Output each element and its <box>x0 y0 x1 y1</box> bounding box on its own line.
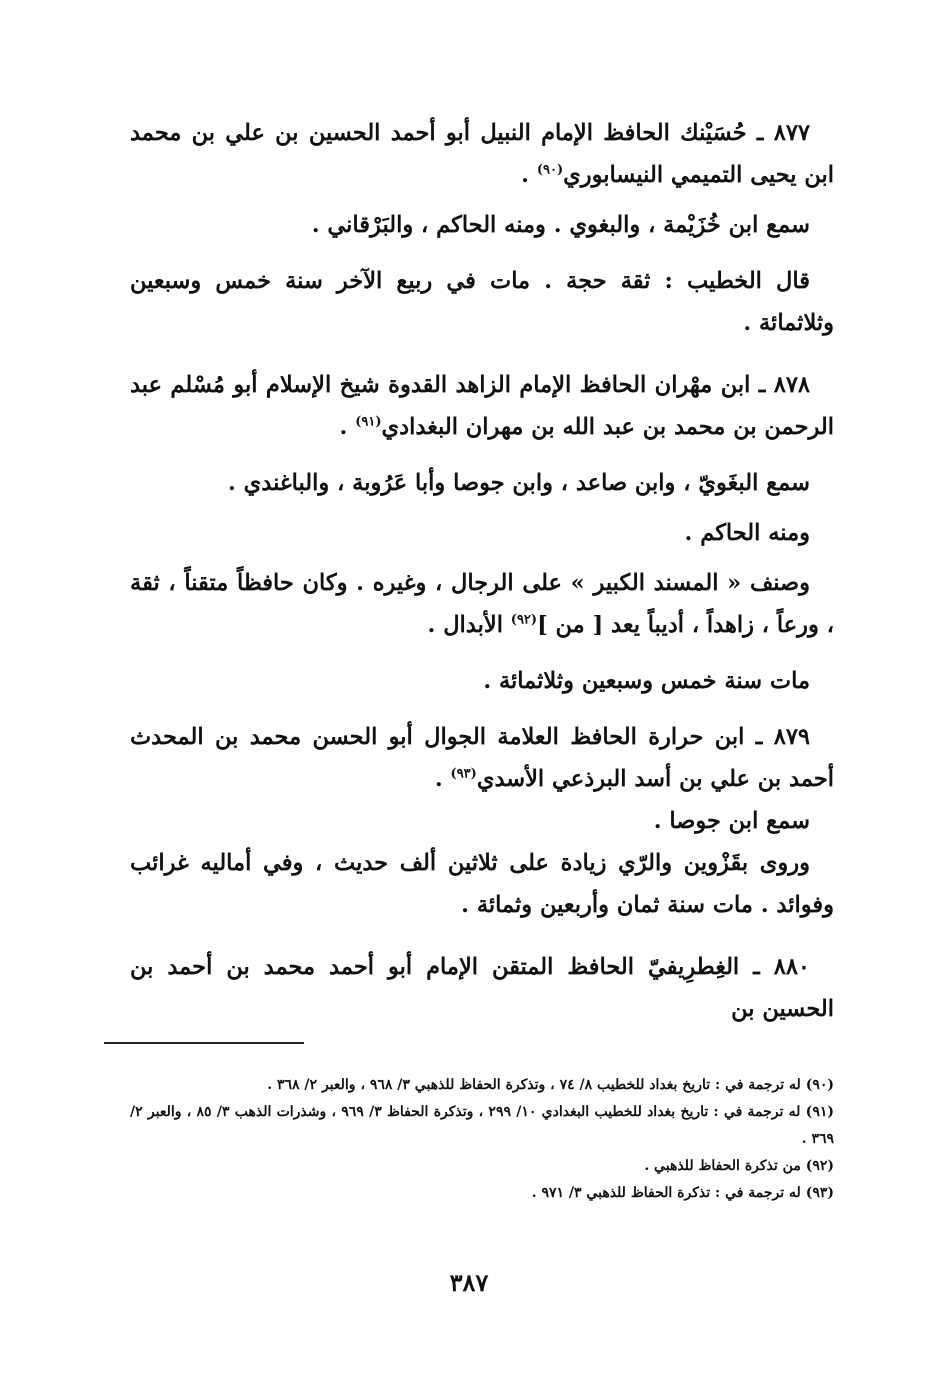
page-number: ٣٨٧ <box>449 1268 489 1297</box>
entry-text: ٨٧٨ ـ ابن مهْران الحافظ الإمام الزاهد القدوة شيخ الإسلام أبو مُسْلم عبد الرحمن بن محمد بن عبد الله بن مهران البغدادي <box>130 372 834 440</box>
entry-877-verdict: قال الخطيب : ثقة حجة . مات في ربيع الآخر سنة خمس وسبعين وثلاثمائة . <box>130 268 834 336</box>
entry-879-heading <box>130 716 834 800</box>
entry-text: ٨٧٧ ـ حُسَيْنك الحافظ الإمام النبيل أبو أحمد الحسين بن علي بن محمد ابن يحيى التميمي النيسابوري <box>130 120 834 188</box>
entry-text-tail: . <box>521 162 537 188</box>
entry-879-hearing: سمع ابن جوصا . <box>653 808 810 834</box>
entry-878-death: مات سنة خمس وسبعين وثلاثمائة . <box>483 668 810 694</box>
entry-text-tail: . <box>339 414 356 440</box>
footnote-ref-92[interactable]: (٩٢) <box>510 612 538 628</box>
footnote-ref-90[interactable]: (٩٠) <box>536 162 564 178</box>
footnote-92: (٩٢) من تذكرة الحفاظ للذهبي . <box>644 1158 834 1174</box>
entry-880-heading: ٨٨٠ ـ الغِطرِيفيّ الحافظ المتقن الإمام أبو أحمد محمد بن أحمد بن الحسين بن <box>130 954 834 1022</box>
footnote-ref-93[interactable]: (٩٣) <box>450 766 477 782</box>
entry-877-hearing: سمع ابن خُزَيْمة ، والبغوي . ومنه الحاكم ، والبَرْقاني . <box>311 212 810 238</box>
entry-878-heading <box>130 364 834 448</box>
entry-879-narration: وروى بقَزْوين والرّي زيادة على ثلاثين ألف حديث ، وفي أماليه غرائب وفوائد . مات سنة ثمان وأربعين وثمائة . <box>130 850 834 918</box>
footnote-divider <box>104 1042 304 1044</box>
entry-text: ٨٧٩ ـ ابن حرارة الحافظ العلامة الجوال أبو الحسن محمد بن المحدث أحمد بن علي بن أسد البرذعي الأسدي <box>130 724 834 792</box>
footnote-90: (٩٠) له ترجمة في : تاريخ بغداد للخطيب ٨/ ٧٤ ، وتذكرة الحفاظ للذهبي ٣/ ٩٦٨ ، والعبر ٢/ ٣٦٨ . <box>267 1077 834 1093</box>
footnote-ref-91[interactable]: (٩١) <box>355 414 382 430</box>
entry-877-heading <box>130 112 834 196</box>
entry-878-hearing: سمع البغَويّ ، وابن صاعد ، وابن جوصا وأبا عَرُوبة ، والباغندي . <box>227 470 810 496</box>
footnote-93: (٩٣) له ترجمة في : تذكرة الحفاظ للذهبي ٣/ ٩٧١ . <box>531 1185 834 1201</box>
main-text <box>130 112 834 1030</box>
footnotes <box>130 1072 834 1207</box>
footnote-91: (٩١) له ترجمة في : تاريخ بغداد للخطيب البغدادي ١٠/ ٢٩٩ ، وتذكرة الحفاظ ٣/ ٩٦٩ ، وشذرات الذهب ٣/ ٨٥ ، والعبر ٢/ ٣٦٩ . <box>130 1104 834 1147</box>
entry-878-students: ومنه الحاكم . <box>684 520 810 546</box>
entry-text-tail: الأبدال . <box>427 612 511 638</box>
entry-text-tail: . <box>434 766 451 792</box>
entry-878-works <box>130 562 834 646</box>
entry-text: وصنف « المسند الكبير » على الرجال ، وغيره . وكان حافظاً متقناً ، ثقة ، ورعاً ، زاهداً ، أديباً يعد [ من ] <box>130 570 834 638</box>
